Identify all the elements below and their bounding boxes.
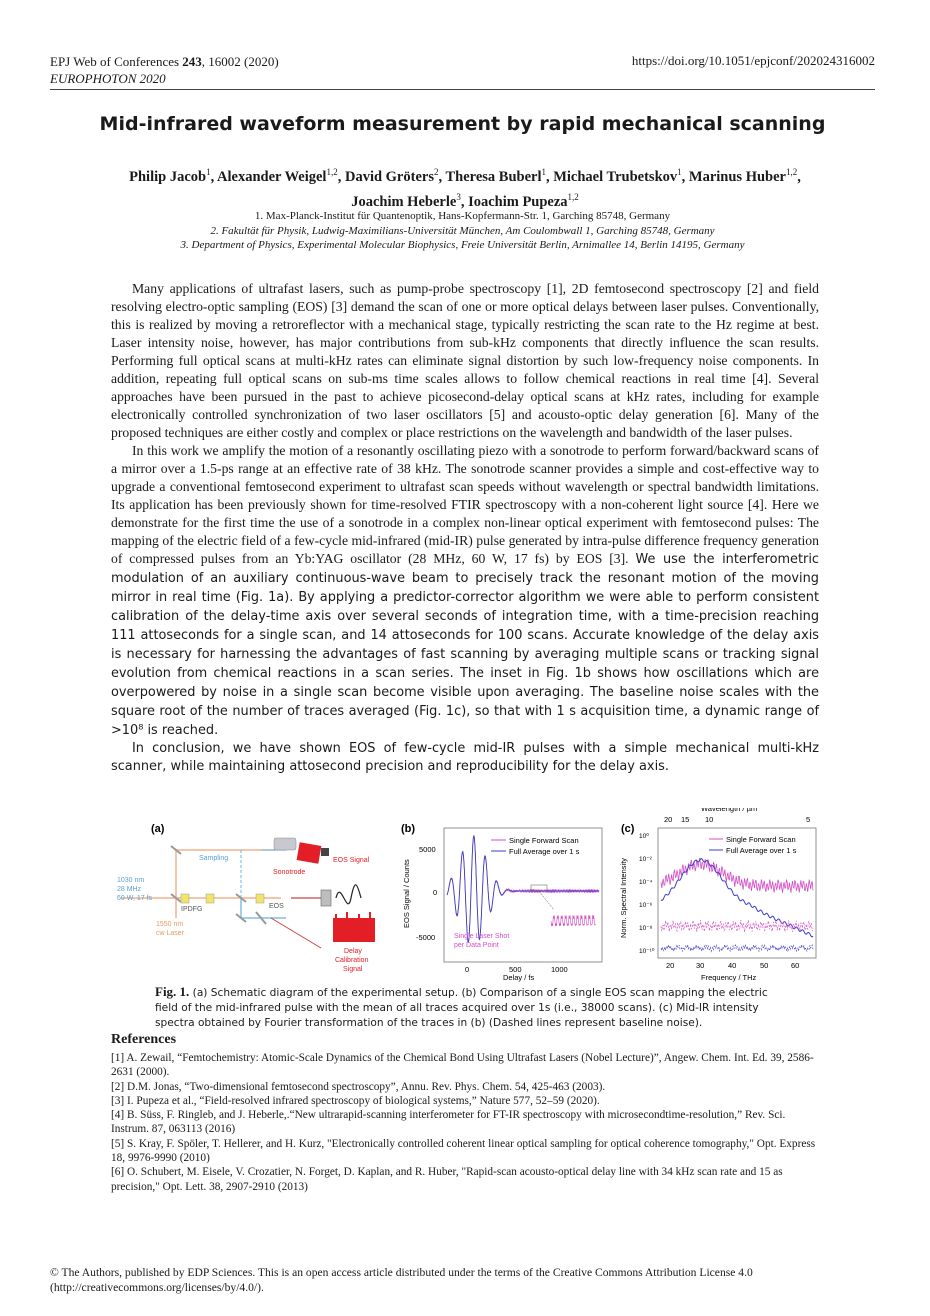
panel-b-label: (b) <box>401 823 416 835</box>
panel-c-ytick-5: 10⁻⁸ <box>639 925 653 932</box>
panel-c-xtick-5: 60 <box>791 961 800 970</box>
panel-b-annotation-line1: Single Laser Shot <box>454 933 510 940</box>
affiliations <box>50 209 875 253</box>
author-list: Philip Jacob$^1$, Alexander Weigel$^{1,2}$, David Gröters$^2$, Theresa Buberl$^1$, Michael Trubetskov$^1$, Marinus Huber$^{1,2}$, Joachim Heberle$^3$, Ioachim Pupeza$^{1,2}$ <box>129 167 801 210</box>
conference-name: EPJ Web of Conferences <box>50 54 183 69</box>
panel-c-xtick-2: 30 <box>696 961 705 970</box>
calibration-signal <box>333 918 375 942</box>
figure-1 <box>111 808 819 986</box>
label-ipdfg: IPDFG <box>181 906 203 913</box>
label-cw-wavelength: 1550 nm <box>156 921 184 928</box>
noise-average <box>661 945 813 952</box>
sonotrode-horn <box>274 838 296 850</box>
paragraph-1: Many applications of ultrafast lasers, such as pump-probe spectroscopy [1], 2D femtosecond spectroscopy [2] and field resolving electro-optic sampling (EOS) [3] demand the scan of one or more optical delays between laser pulses. Conventionally, this is realized by moving a retroreflector with a mechanical stage, typically restricting the scan rate to the Hz regime at best. Laser intensity noise, however, has major contributions from sub-kHz components that directly influence the scan results. Performing full optical scans at multi-kHz rates can eliminate signal distortion by such low-frequency noise components. In addition, repeating full optical scans on sub-ms time scales allows to follow chemical reactions in real time [4]. Several approaches have been pursued in the past to achieve picosecond-delay optical scans at kHz rates, including for example electronically controlled synchronization of two laser oscillators [5] and acousto-optic delay generation [6]. Many of the proposed techniques are either costly and complex or place restrictions on the wavelength and bandwidth of the laser pulses. <box>111 281 819 440</box>
references-heading: References <box>111 1032 177 1047</box>
panel-c-toptick-2: 15 <box>681 815 690 824</box>
panel-a-label: (a) <box>151 823 165 835</box>
label-power: 60 W, 17 fs <box>117 895 153 902</box>
author-affiliation-mark: 3 <box>456 191 461 202</box>
panel-c-xlabel: Frequency / THz <box>701 973 757 982</box>
article-number: , 16002 (2020) <box>201 54 279 69</box>
panel-b-legend-average: Full Average over 1 s <box>509 847 580 856</box>
paragraph-2 <box>111 442 819 740</box>
reference-4: [4] B. Süss, F. Ringleb, and J. Heberle,.“New ultrarapid-scanning interferometer for FT-IR spectroscopy with microsecondtime-resolution,” Rev. Sci. Instrum. 87, 063113 (2016) <box>111 1109 786 1136</box>
author-name: Michael Trubetskov <box>553 168 678 185</box>
caption-label: Fig. 1. <box>155 984 190 999</box>
panel-b-plot <box>401 823 602 982</box>
reference-5: [5] S. Kray, F. Spöler, T. Hellerer, and H. Kurz, "Electronically controlled coherent linear optical sampling for optical coherence tomography," Opt. Express 18, 9976-9990 (2010) <box>111 1137 816 1165</box>
panel-b-legend-single: Single Forward Scan <box>509 836 579 845</box>
panel-c-xtick-4: 50 <box>760 961 769 970</box>
affiliation-3: 3. Department of Physics, Experimental Molecular Biophysics, Freie Universität Berlin, Arnimallee 14, Berlin 14195, Germany <box>180 239 745 251</box>
panel-c-xtick-3: 40 <box>728 961 737 970</box>
panel-c-ytick-1: 10⁰ <box>639 833 649 840</box>
conference-line <box>50 53 279 70</box>
author-name: Ioachim Pupeza <box>468 193 568 210</box>
event-name: EUROPHOTON 2020 <box>50 71 166 86</box>
panel-b-ylabel: EOS Signal / Counts <box>402 859 411 928</box>
label-sampling: Sampling <box>199 855 229 862</box>
sonotrode-body <box>297 842 322 864</box>
panel-c-label: (c) <box>621 823 635 835</box>
reference-6: [6] O. Schubert, M. Eisele, V. Crozatier, N. Forget, D. Kaplan, and R. Huber, "Rapid-scan acousto-optical delay line with 34 kHz scan rate and 15 as precision," Opt. Lett. 38, 2907-2910 (2013) <box>111 1166 783 1193</box>
license-footer: © The Authors, published by EDP Sciences. This is an open access article distributed under the terms of the Creative Commons Attribution License 4.0 (http://creativecommons.org/licenses/by/4.0/). <box>50 1266 753 1294</box>
reference-1: [1] A. Zewail, “Femtochemistry: Atomic-Scale Dynamics of the Chemical Bond Using Ultrafast Lasers (Nobel Lecture)”, Angew. Chem. Int. Ed. 39, 2586-2631 (2000). <box>111 1052 814 1079</box>
author-name: Joachim Heberle <box>351 193 457 210</box>
header-divider <box>50 89 875 90</box>
panel-a-schematic <box>117 823 375 973</box>
ipdfg-crystal <box>181 894 189 903</box>
author-name: Marinus Huber <box>688 168 786 185</box>
running-header <box>50 53 279 87</box>
volume-number: 243 <box>182 54 202 69</box>
author-name: David Gröters <box>344 168 434 185</box>
paragraph-3: In conclusion, we have shown EOS of few-cycle mid-IR pulses with a simple mechanical multi-kHz scanner, while maintaining attosecond precision and reproducibility for the delay axis. <box>111 741 819 774</box>
inset-trace <box>551 915 596 926</box>
affiliation-2: 2. Fakultät für Physik, Ludwig-Maximilians-Universität München, Am Coulombwall 1, Garching 85748, Germany <box>210 224 715 237</box>
label-delay: Delay <box>344 948 362 955</box>
panel-c-toptick-1: 20 <box>664 815 673 824</box>
author-affiliation-mark: 1 <box>206 167 211 177</box>
affiliation-1: 1. Max-Planck-Institut für Quantenoptik, Hans-Kopfermann-Str. 1, Garching 85748, Germany <box>254 210 671 222</box>
author-affiliation-mark: 2 <box>433 167 439 177</box>
figure-1-graphic <box>111 808 819 986</box>
label-cw-laser: cw Laser <box>156 930 185 937</box>
label-sonotrode: Sonotrode <box>273 869 306 876</box>
label-wavelength: 1030 nm <box>117 877 145 884</box>
panel-c-ytick-2: 10⁻² <box>639 856 652 863</box>
panel-b-xtick-1: 0 <box>465 965 470 974</box>
panel-c-ytick-4: 10⁻⁶ <box>639 902 653 909</box>
reference-3: [3] I. Pupeza et al., “Field-resolved infrared spectroscopy of biological systems,” Nature 577, 52–59 (2020). <box>111 1094 600 1107</box>
author-affiliation-mark: 1,2 <box>326 167 338 177</box>
panel-b-ytick-1: 5000 <box>419 845 436 854</box>
label-reprate: 28 MHz <box>117 886 142 893</box>
paragraph-2-serif: In this work we amplify the motion of a resonantly oscillating piezo with a sonotrode to perform forward/backward scans of a mirror over a 1.5-ps range at an effective rate of 38 kHz. The sonotrode scanner provides a simple and cost-effective way to upgrade a conventional femtosecond experiment to ultrafast scan speeds without wavelength or spectral bandwidth limitations. Its application has been previously shown for time-resolved FTIR spectroscopy with a non-coherent light source [4]. Here we demonstrate for the first time the use of a sonotrode in a complex non-linear optical experiment with femtosecond pulses: The mapping of the electric field of a few-cycle mid-infrared (mid-IR) pulse generated by intra-pulse difference frequency generation of compressed pulses from an Yb:YAG oscillator (28 MHz, 60 W, 17 fs) by EOS [3]. <box>111 443 819 566</box>
panel-c-toptick-4: 5 <box>806 815 811 824</box>
abstract-body <box>111 280 819 776</box>
panel-b-ytick-2: 0 <box>433 888 438 897</box>
author-name: Alexander Weigel <box>217 168 327 185</box>
label-eos: EOS <box>269 903 284 910</box>
caption-text: (a) Schematic diagram of the experimental setup. (b) Comparison of a single EOS scan mapping the electric field of the mid-infrared pulse with the mean of all traces acquired over 1s (i.e., 38000 scans). (c) Mid-IR intensity spectra obtained by Fourier transformation of the traces in (b) (Dashed lines represent baseline noise). <box>155 987 768 1029</box>
label-calibration: Calibration <box>335 957 369 964</box>
author-name: Theresa Buberl <box>445 168 542 185</box>
panel-c-ytick-6: 10⁻¹⁰ <box>639 948 655 955</box>
paper-title: Mid-infrared waveform measurement by rapid mechanical scanning <box>99 113 826 135</box>
author-affiliation-mark: 1 <box>677 167 682 177</box>
panel-c-ytick-3: 10⁻⁴ <box>639 879 653 886</box>
panel-c-xtick-1: 20 <box>666 961 675 970</box>
panel-c-legend-average: Full Average over 1 s <box>726 846 797 855</box>
eos-detector <box>321 890 331 906</box>
references-list <box>111 1051 821 1194</box>
panel-b-xtick-2: 500 <box>509 965 522 974</box>
author-affiliation-mark: 1,2 <box>785 167 798 177</box>
panel-c-toptick-3: 10 <box>705 815 714 824</box>
panel-c-toplabel: Wavelength / µm <box>701 808 758 813</box>
author-affiliation-mark: 1 <box>541 167 546 177</box>
label-signal: Signal <box>343 966 363 973</box>
panel-b-annotation-line2: per Data Point <box>454 942 499 949</box>
noise-single <box>661 920 813 932</box>
author-name: Philip Jacob <box>129 168 207 185</box>
panel-b-xtick-3: 1000 <box>551 965 568 974</box>
panel-c-plot <box>619 808 816 982</box>
spectrum-single <box>661 858 813 893</box>
figure-caption <box>155 984 775 1031</box>
panel-b-xlabel: Delay / fs <box>503 973 535 982</box>
eos-crystal <box>256 894 264 903</box>
eos-waveform <box>336 885 361 904</box>
doi-link[interactable]: https://doi.org/10.1051/epjconf/202024316002 <box>631 53 875 68</box>
label-eos-signal: EOS Signal <box>333 857 370 864</box>
panel-c-legend-single: Single Forward Scan <box>726 835 796 844</box>
panel-b-ytick-3: -5000 <box>416 933 436 942</box>
reference-2: [2] D.M. Jonas, “Two-dimensional femtosecond spectroscopy”, Annu. Rev. Phys. Chem. 54, 425-463 (2003). <box>111 1080 606 1093</box>
panel-c-ylabel: Norm. Spectral Intensity <box>619 857 628 938</box>
paragraph-2-sans: We use the interferometric modulation of an auxiliary continuous-wave beam to precisely track the resonant motion of the moving mirror in real time (Fig. 1a). By applying a predictor-corrector algorithm we were able to perform consistent calibration of the delay-time axis over several seconds of integration time, with a time-precision reaching 111 attoseconds for a single scan, and 14 attoseconds for 100 scans. Accurate knowledge of the delay axis is necessary for harnessing the advantages of fast scanning by averaging multiple scans or tracking signal evolution from chemical reactions in a scan series. The inset in Fig. 1b shows how oscillations which are overpowered by noise in a single scan become visible upon averaging. The baseline noise scales with the square root of the number of traces averaged (Fig. 1c), so that with 1 s acquisition time, a dynamic range of >10⁸ is reached. <box>111 552 819 738</box>
author-affiliation-mark: 1,2 <box>567 191 579 202</box>
